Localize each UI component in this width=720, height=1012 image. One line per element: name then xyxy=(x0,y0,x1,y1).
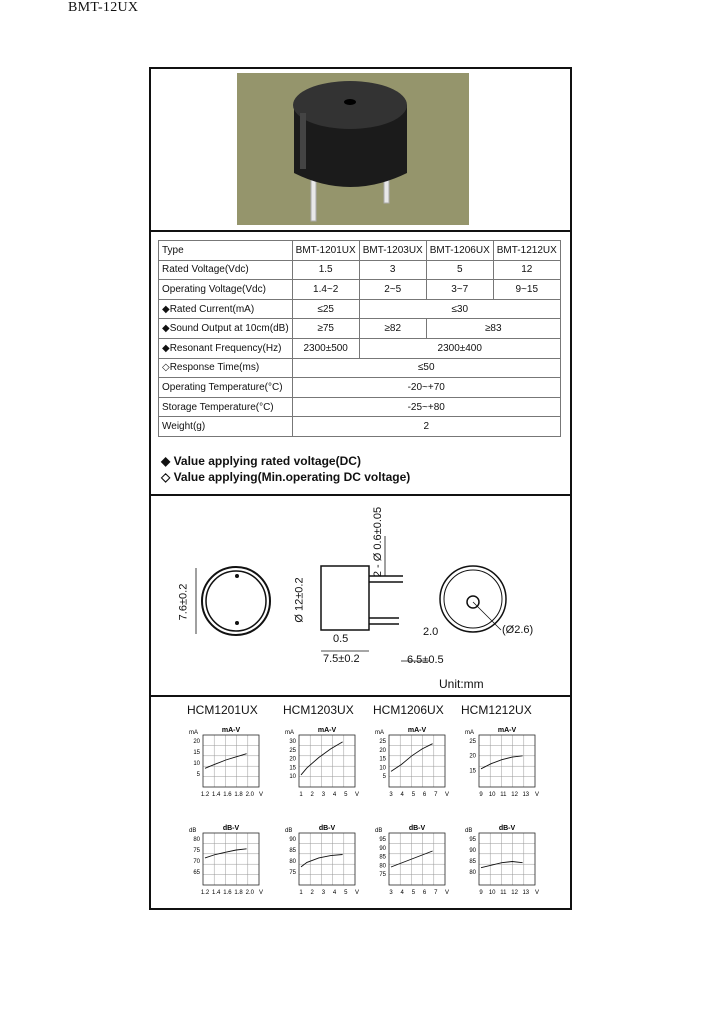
graph-subtitle: mA-V xyxy=(317,727,337,734)
graph-subtitle: dB-V xyxy=(318,825,336,832)
x-tick-label: 10 xyxy=(488,792,496,798)
datasheet-frame xyxy=(149,67,572,910)
cell: 2~5 xyxy=(359,280,426,300)
row-label: ◇Response Time(ms) xyxy=(159,358,293,378)
graph-1 xyxy=(189,727,263,798)
x-tick-label: 1.2 xyxy=(200,890,210,896)
y-unit: mA xyxy=(285,730,294,736)
buzzer-image xyxy=(237,73,469,225)
dim-75: 7.5±0.2 xyxy=(323,653,360,665)
cell: 1.5 xyxy=(292,260,359,280)
cell: ≥82 xyxy=(359,319,426,339)
x-tick-label: 4 xyxy=(400,792,404,798)
dim-height: 7.6±0.2 xyxy=(177,583,190,621)
y-tick-label: 85 xyxy=(289,848,296,854)
y-tick-label: 65 xyxy=(193,870,200,876)
x-tick-label: 12 xyxy=(511,792,518,798)
cell: ≤30 xyxy=(359,299,560,319)
x-tick-label: V xyxy=(534,792,540,798)
buzzer-photo xyxy=(237,73,469,225)
cell: 5 xyxy=(426,260,493,280)
x-tick-label: 3 xyxy=(321,792,326,798)
graph-4 xyxy=(465,727,539,798)
y-tick-label: 5 xyxy=(382,774,386,781)
row-label: Operating Temperature(°C) xyxy=(159,378,293,398)
x-tick-label: 1 xyxy=(299,792,303,798)
graph-subtitle: mA-V xyxy=(497,727,517,734)
x-tick-label: V xyxy=(258,890,264,896)
y-unit: dB xyxy=(465,828,473,834)
y-tick-label: 90 xyxy=(379,845,386,852)
plot-frame xyxy=(389,735,445,787)
series-line xyxy=(301,742,343,775)
y-tick-label: 85 xyxy=(379,854,386,861)
table-row xyxy=(159,397,561,417)
y-unit: mA xyxy=(375,730,384,736)
table-header: BMT-1212UX xyxy=(493,241,560,261)
table-header: BMT-1206UX xyxy=(426,241,493,261)
x-tick-label: 2.0 xyxy=(245,890,254,896)
cell: ≤25 xyxy=(292,299,359,319)
graph-2 xyxy=(285,727,359,798)
graph-subtitle: mA-V xyxy=(221,727,241,734)
graph-subtitle: mA-V xyxy=(407,727,427,734)
dim-20: 2.0 xyxy=(423,626,439,638)
dim-hole: (Ø2.6) xyxy=(502,624,534,636)
spec-table xyxy=(158,240,561,437)
table-row xyxy=(159,338,561,358)
cell: 12 xyxy=(493,260,560,280)
row-label: ◆Sound Output at 10cm(dB) xyxy=(159,319,293,339)
x-tick-label: 2 xyxy=(310,792,314,798)
graph-title: HCM1203UX xyxy=(283,703,354,717)
table-row xyxy=(159,299,561,319)
x-tick-label: V xyxy=(444,792,450,798)
unit-label: Unit:mm xyxy=(439,677,484,691)
y-tick-label: 25 xyxy=(379,739,386,745)
x-tick-label: V xyxy=(354,792,360,798)
cell: -25~+80 xyxy=(292,397,560,417)
row-label: Weight(g) xyxy=(159,417,293,437)
x-tick-label: 5 xyxy=(411,792,416,798)
x-tick-label: 1.8 xyxy=(234,792,243,798)
x-tick-label: V xyxy=(354,890,360,896)
x-tick-label: 4 xyxy=(332,890,337,896)
x-tick-label: V xyxy=(444,890,450,896)
y-tick-label: 95 xyxy=(379,837,386,843)
row-label: Operating Voltage(Vdc) xyxy=(159,280,293,300)
y-tick-label: 80 xyxy=(193,837,200,843)
table-row xyxy=(159,417,561,437)
y-tick-label: 20 xyxy=(289,756,296,763)
cell: 3 xyxy=(359,260,426,280)
graph-5 xyxy=(189,825,263,896)
x-tick-label: 3 xyxy=(389,890,393,896)
graph-title: HCM1212UX xyxy=(461,703,532,717)
series-line xyxy=(391,851,433,867)
x-tick-label: 6 xyxy=(422,890,427,896)
side-view-body xyxy=(321,566,369,630)
series-line xyxy=(391,744,433,772)
note-rated: ◆ Value applying rated voltage(DC) xyxy=(161,454,361,468)
graph-7 xyxy=(375,825,449,896)
y-tick-label: 10 xyxy=(379,765,386,772)
x-tick-label: 5 xyxy=(344,792,348,798)
plot-frame xyxy=(479,735,535,787)
table-row xyxy=(159,280,561,300)
table-row xyxy=(159,378,561,398)
table-row xyxy=(159,358,561,378)
x-tick-label: 11 xyxy=(500,890,507,896)
x-tick-label: 6 xyxy=(422,792,427,798)
x-tick-label: 13 xyxy=(522,890,530,896)
x-tick-label: 11 xyxy=(500,792,507,798)
row-label: Rated Voltage(Vdc) xyxy=(159,260,293,280)
dim-65: 6.5±0.5 xyxy=(407,654,444,666)
y-tick-label: 80 xyxy=(469,870,476,876)
cell: ≤50 xyxy=(292,358,560,378)
x-tick-label: 5 xyxy=(344,890,348,896)
cell: 3~7 xyxy=(426,280,493,300)
row-label: Storage Temperature(°C) xyxy=(159,397,293,417)
table-header-row xyxy=(159,241,561,261)
y-tick-label: 15 xyxy=(379,756,386,763)
graph-subtitle: dB-V xyxy=(222,825,240,832)
cell: 9~15 xyxy=(493,280,560,300)
y-tick-label: 90 xyxy=(289,837,296,843)
document-title: BMT-12UX xyxy=(68,0,139,15)
x-tick-label: V xyxy=(258,792,264,798)
pin-hole xyxy=(235,621,239,625)
x-tick-label: 1.6 xyxy=(223,890,232,896)
y-unit: dB xyxy=(285,828,293,834)
graphs-section xyxy=(151,697,570,908)
y-unit: dB xyxy=(189,828,197,834)
dim-05: 0.5 xyxy=(333,633,349,645)
x-tick-label: 1.8 xyxy=(234,890,243,896)
dim-diameter: Ø 12±0.2 xyxy=(293,577,306,623)
y-tick-label: 15 xyxy=(193,750,200,756)
y-unit: mA xyxy=(189,730,198,736)
graph-title: HCM1206UX xyxy=(373,703,444,717)
x-tick-label: 2.0 xyxy=(245,792,254,798)
x-tick-label: 7 xyxy=(434,890,438,896)
x-tick-label: 12 xyxy=(511,890,518,896)
top-view-outer xyxy=(440,566,506,632)
plot-frame xyxy=(479,833,535,885)
y-tick-label: 70 xyxy=(193,859,200,865)
table-header: BMT-1203UX xyxy=(359,241,426,261)
top-view-inner xyxy=(444,570,502,628)
cell: -20~+70 xyxy=(292,378,560,398)
x-tick-label: 1.4 xyxy=(212,792,221,798)
y-tick-label: 10 xyxy=(289,774,296,781)
plot-frame xyxy=(299,833,355,885)
graph-subtitle: dB-V xyxy=(498,825,516,832)
y-tick-label: 20 xyxy=(379,747,386,754)
plot-frame xyxy=(203,735,259,787)
x-tick-label: 4 xyxy=(332,792,337,798)
spec-section xyxy=(151,232,570,496)
graph-6 xyxy=(285,825,359,896)
table-header: Type xyxy=(159,241,293,261)
graph-title: HCM1201UX xyxy=(187,703,258,717)
series-line xyxy=(205,849,247,858)
table-row xyxy=(159,260,561,280)
y-tick-label: 5 xyxy=(196,772,200,778)
y-tick-label: 90 xyxy=(469,848,476,854)
x-tick-label: 4 xyxy=(400,890,404,896)
mechanical-drawing xyxy=(151,496,570,695)
x-tick-label: 2 xyxy=(310,890,314,896)
x-tick-label: 1.4 xyxy=(212,890,221,896)
y-tick-label: 30 xyxy=(289,739,296,745)
y-unit: mA xyxy=(465,730,474,736)
x-tick-label: 3 xyxy=(389,792,393,798)
series-line xyxy=(481,862,523,868)
row-label: ◆Resonant Frequency(Hz) xyxy=(159,338,293,358)
plot-frame xyxy=(203,833,259,885)
graph-8 xyxy=(465,825,539,896)
cell: 2300±400 xyxy=(359,338,560,358)
x-tick-label: 1.2 xyxy=(200,792,210,798)
table-header: BMT-1201UX xyxy=(292,241,359,261)
drawing-section xyxy=(151,496,570,697)
table-row xyxy=(159,319,561,339)
row-label: ◆Rated Current(mA) xyxy=(159,299,293,319)
photo-section xyxy=(151,69,570,232)
graph-subtitle: dB-V xyxy=(408,825,426,832)
y-tick-label: 20 xyxy=(193,739,200,745)
x-tick-label: 9 xyxy=(479,792,483,798)
y-tick-label: 95 xyxy=(469,837,476,843)
y-tick-label: 80 xyxy=(379,863,386,870)
y-tick-label: 75 xyxy=(379,872,386,879)
y-tick-label: 10 xyxy=(193,761,200,767)
y-tick-label: 75 xyxy=(193,848,200,854)
cell: 2 xyxy=(292,417,560,437)
y-tick-label: 25 xyxy=(469,739,476,745)
y-tick-label: 75 xyxy=(289,870,296,876)
y-unit: dB xyxy=(375,828,383,834)
y-tick-label: 20 xyxy=(469,753,476,760)
cell: ≥83 xyxy=(426,319,560,339)
y-tick-label: 25 xyxy=(289,747,296,754)
cell: 1.4~2 xyxy=(292,280,359,300)
y-tick-label: 15 xyxy=(289,765,296,772)
x-tick-label: V xyxy=(534,890,540,896)
x-tick-label: 1.6 xyxy=(223,792,232,798)
x-tick-label: 13 xyxy=(522,792,530,798)
y-tick-label: 85 xyxy=(469,859,476,865)
note-min: ◇ Value applying(Min.operating DC voltage) xyxy=(161,470,411,484)
plot-frame xyxy=(389,833,445,885)
x-tick-label: 3 xyxy=(321,890,326,896)
cell: 2300±500 xyxy=(292,338,359,358)
dim-pin-diameter: 2 - Ø 0.6±0.05 xyxy=(372,506,385,578)
x-tick-label: 7 xyxy=(434,792,438,798)
cell: ≥75 xyxy=(292,319,359,339)
x-tick-label: 9 xyxy=(479,890,483,896)
series-line xyxy=(481,756,523,769)
pin-hole xyxy=(235,574,239,578)
x-tick-label: 5 xyxy=(411,890,416,896)
x-tick-label: 10 xyxy=(488,890,496,896)
graphs-svg xyxy=(151,697,570,908)
y-tick-label: 15 xyxy=(469,768,476,775)
x-tick-label: 1 xyxy=(299,890,303,896)
graph-3 xyxy=(375,727,449,798)
series-line xyxy=(301,855,343,867)
plot-frame xyxy=(299,735,355,787)
y-tick-label: 80 xyxy=(289,859,296,865)
